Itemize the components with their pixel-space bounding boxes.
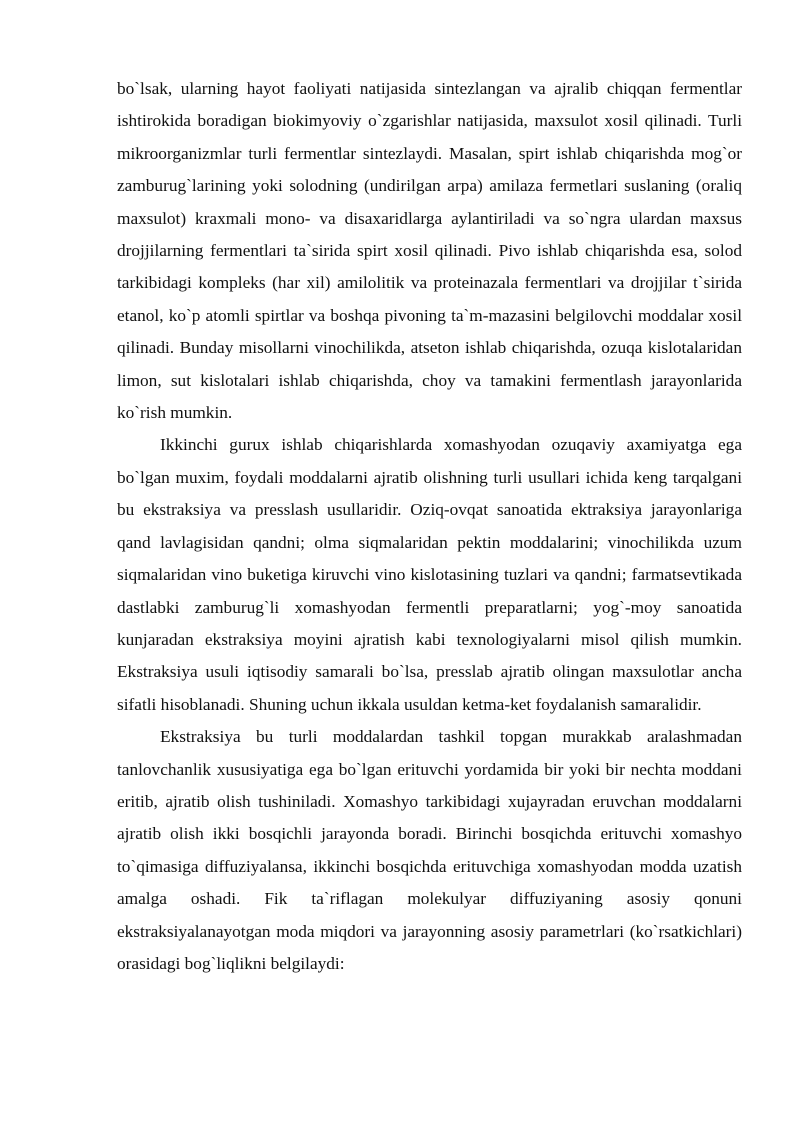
document-page — [117, 73, 742, 980]
paragraph-extraction-intro: Ikkinchi gurux ishlab chiqarishlarda xomashyodan ozuqaviy axamiyatga ega bo`lgan muxim, foydali moddalarni ajratib olishning turli usullari ichida keng tarqalgani bu ekstraksiya va presslash usullaridir. Oziq-ovqat sanoatida ektraksiya jarayonlariga qand lavlagisidan qandni; olma siqmalaridan pektin moddalarini; vinochilikda uzum siqmalaridan vino buketiga kiruvchi vino kislotasining tuzlari va qandni; farmatsevtikada dastlabki zamburug`li xomashyodan fermentli preparatlarni; yog`-moy sanoatida kunjaradan ekstraksiya moyini ajratish kabi texnologiyalarni misol qilish mumkin. Ekstraksiya usuli iqtisodiy samarali bo`lsa, presslab ajratib olingan maxsulotlar ancha sifatli hisoblanadi. Shuning uchun ikkala usuldan ketma-ket foydalanish samaralidir. — [117, 435, 742, 714]
paragraph-extraction-definition: Ekstraksiya bu turli moddalardan tashkil topgan murakkab aralashmadan tanlovchanlik xususiyatiga ega bo`lgan erituvchi yordamida bir yoki bir nechta moddani eritib, ajratib olish tushiniladi. Xomashyo tarkibidagi xujayradan eruvchan moddalarni ajratib olish ikki bosqichli jarayonda boradi. Birinchi bosqichda erituvchi xomashyo to`qimasiga diffuziyalansa, ikkinchi bosqichda erituvchiga xomashyodan modda uzatish amalga oshadi. Fik ta`riflagan molekulyar diffuziyaning asosiy qonuni ekstraksiyalanayotgan moda miqdori va jarayonning asosiy parametrlari (ko`rsatkichlari) orasidagi bog`liqlikni belgilaydi: — [117, 727, 742, 973]
paragraph-continuation: bo`lsak, ularning hayot faoliyati natijasida sintezlangan va ajralib chiqqan fermentlar ishtirokida boradigan biokimyoviy o`zgarishlar natijasida, maxsulot xosil qilinadi. Turli mikroorganizmlar turli fermentlar sintezlaydi. Masalan, spirt ishlab chiqarishda mog`or zamburug`larining yoki solodning (undirilgan arpa) amilaza fermetlari suslaning (oraliq maxsulot) kraxmali mono- va disaxaridlarga aylantiriladi va so`ngra ulardan maxsus drojjilarning fermentlari ta`sirida spirt xosil qilinadi. Pivo ishlab chiqarishda esa, solod tarkibidagi kompleks (har xil) amilolitik va proteinazala fermentlari va drojjilar t`sirida etanol, ko`p atomli spirtlar va boshqa pivoning ta`m-mazasini belgilovchi moddalar xosil qilinadi. Bunday misollarni vinochilikda, atseton ishlab chiqarishda, ozuqa kislotalaridan limon, sut kislotalari ishlab chiqarishda, choy va tamakini fermentlash jarayonlarida ko`rish mumkin. — [117, 79, 742, 423]
